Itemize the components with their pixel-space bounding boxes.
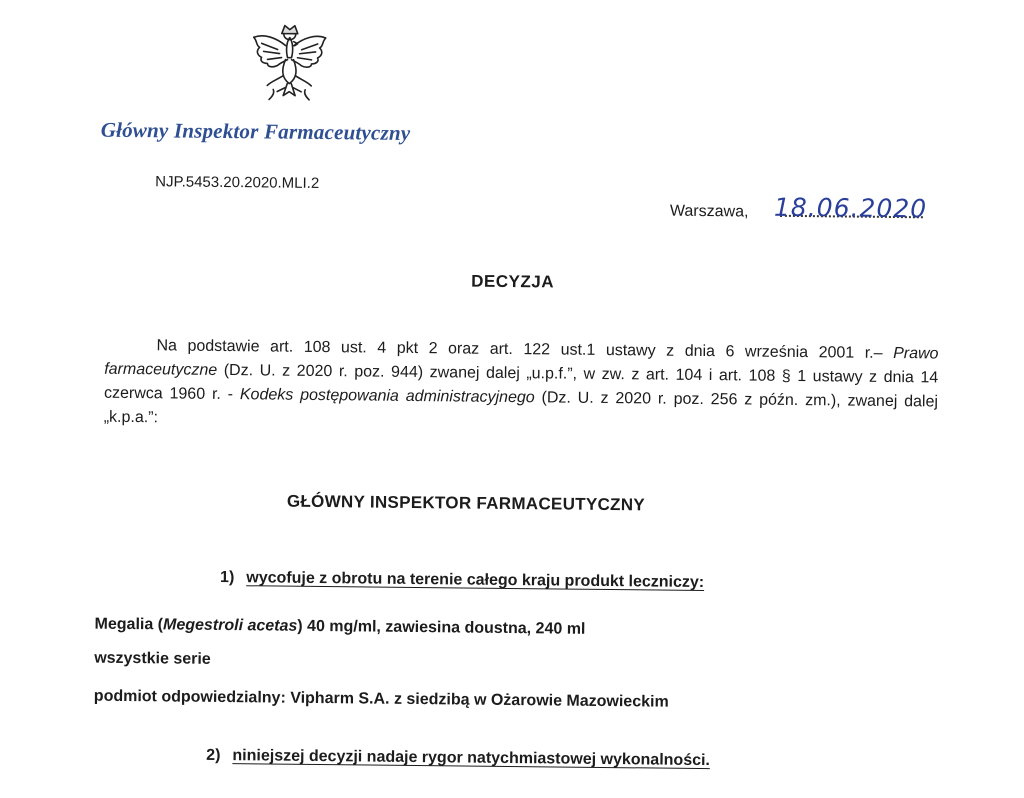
product-details: ) 40 mg/ml, zawiesina doustna, 240 ml <box>297 617 586 638</box>
decision-item-1 <box>220 569 704 592</box>
decision-authority-heading: GŁÓWNY INSPEKTOR FARMACEUTYCZNY <box>286 491 646 515</box>
item-text: wycofuje z obrotu na terenie całego kraju produkt leczniczy: <box>246 569 705 592</box>
reference-number: NJP.5453.20.2020.MLI.2 <box>155 173 320 192</box>
legal-basis-text-3: (Dz. U. z 2020 r. poz. 256 z późn. zm.), zwanej dalej „k.p.a.”: <box>103 389 939 427</box>
product-substance: Megestroli acetas <box>162 616 298 635</box>
item-number: 1) <box>220 568 235 587</box>
responsible-entity: podmiot odpowiedzialny: Vipharm S.A. z siedzibą w Ożarowie Mazowieckim <box>93 687 669 711</box>
product-name: Megalia <box>94 615 154 634</box>
act-name-pharma-law: Prawo farmaceutyczne <box>104 344 939 379</box>
product-series: wszystkie serie <box>94 649 211 668</box>
decision-item-2 <box>206 747 710 770</box>
act-name-admin-code: Kodeks postępowania administracyjnego <box>239 386 535 407</box>
city-label: Warszawa, <box>669 202 749 221</box>
authority-name: Główny Inspektor Farmaceutyczny <box>100 117 411 145</box>
legal-basis-text-1: Na podstawie art. 108 ust. 4 pkt 2 oraz art. 122 ust.1 ustawy z dnia 6 września 2001 r.– <box>156 337 894 362</box>
item-text: niniejszej decyzji nadaje rygor natychmiastowej wykonalności. <box>232 747 711 770</box>
product-line <box>94 616 585 639</box>
product-paren: ( <box>153 616 164 634</box>
legal-basis-text-2: (Dz. U. z 2020 r. poz. 944) zwanej dalej „u.p.f.”, w zw. z art. 104 i art. 108 § 1 ustawy z dnia 14 czerwca 1960 r. - <box>103 361 939 404</box>
legal-basis-paragraph <box>104 334 939 439</box>
handwritten-date: 18.06.2020 <box>773 192 928 224</box>
item-number: 2) <box>206 746 221 764</box>
polish-eagle-emblem-icon <box>247 19 332 106</box>
document-title: DECYZJA <box>471 271 555 292</box>
